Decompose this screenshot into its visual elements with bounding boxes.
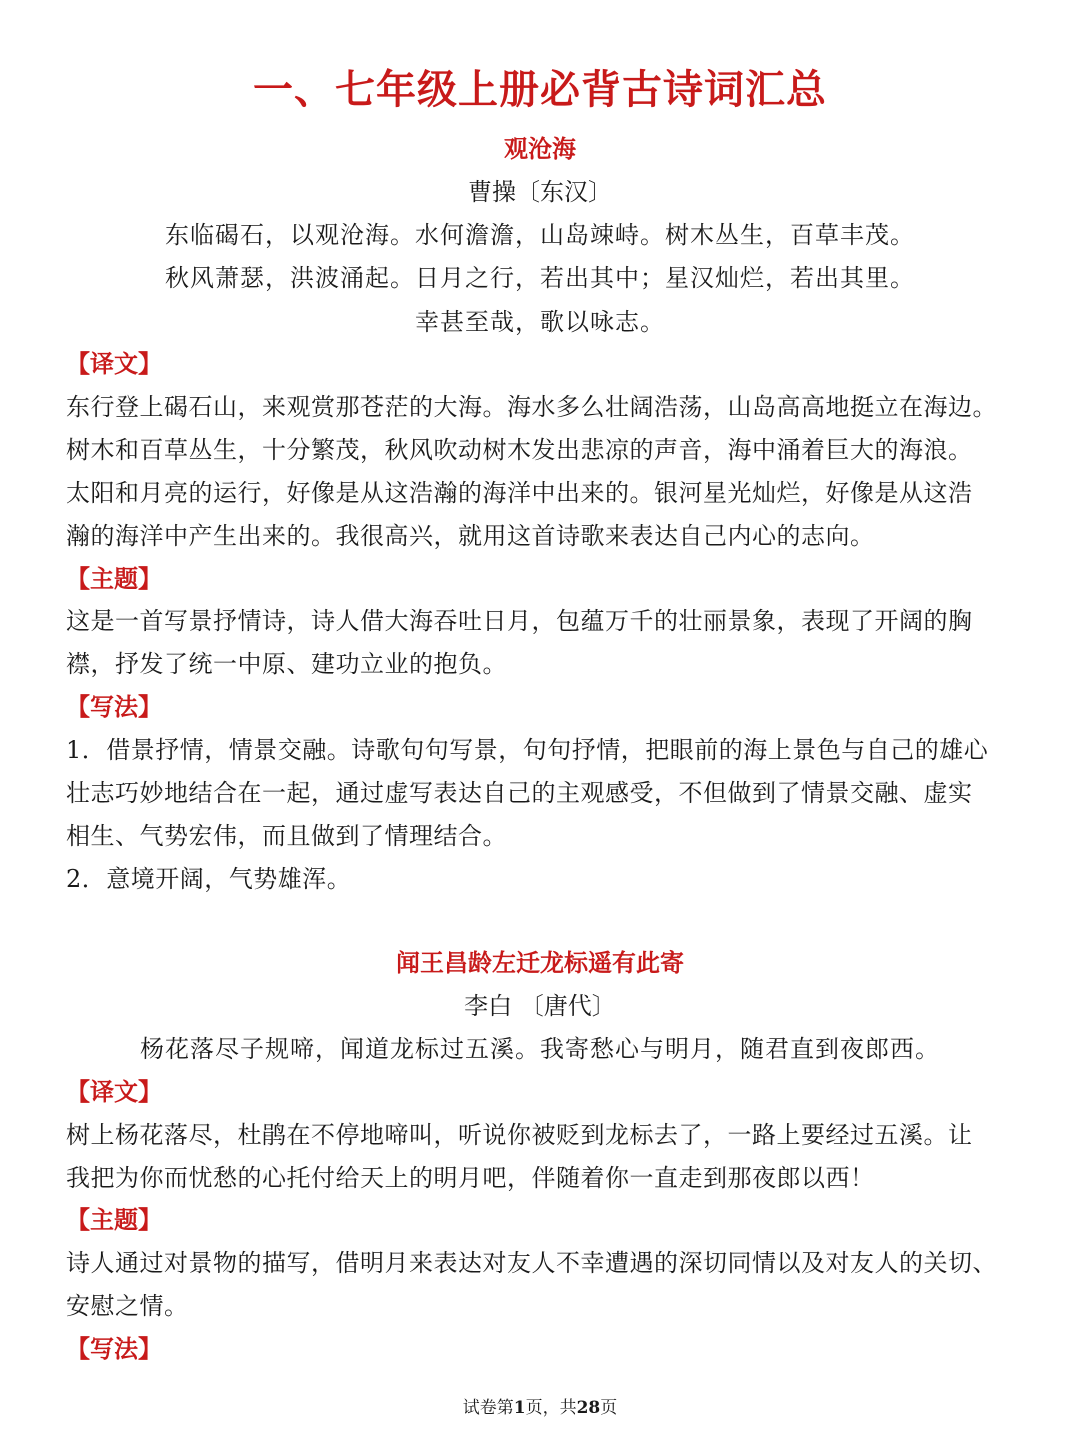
technique-line: 壮志巧妙地结合在一起，通过虚写表达自己的主观感受，不但做到了情景交融、虚实 (66, 779, 973, 807)
page-title: 一、七年级上册必背古诗词汇总 (253, 66, 827, 113)
poem-line: 杨花落尽子规啼，闻道龙标过五溪。我寄愁心与明月，随君直到夜郎西。 (140, 1035, 940, 1063)
translation-line: 太阳和月亮的运行，好像是从这浩瀚的海洋中出来的。银河星光灿烂，好像是从这浩 (66, 479, 973, 507)
translation-line: 树木和百草丛生，十分繁茂，秋风吹动树木发出悲凉的声音，海中涌着巨大的海浪。 (66, 436, 973, 464)
poem-author: 李白 〔唐代〕 (464, 992, 616, 1020)
translation-line: 瀚的海洋中产生出来的。我很高兴，就用这首诗歌来表达自己内心的志向。 (66, 522, 875, 550)
page-footer (0, 1396, 1080, 1420)
technique-label: 【写法】 (66, 1334, 162, 1363)
poem-title: 观沧海 (504, 134, 576, 163)
technique-line: 2．意境开阔，气势雄浑。 (66, 865, 352, 893)
footer-middle: 页，共 (525, 1398, 577, 1418)
translation-line: 我把为你而忧愁的心托付给天上的明月吧，伴随着你一直走到那夜郎以西！ (66, 1164, 875, 1192)
poem-author: 曹操〔东汉〕 (468, 178, 612, 206)
footer-prefix: 试卷第 (462, 1398, 514, 1418)
technique-line: 相生、气势宏伟，而且做到了情理结合。 (66, 822, 507, 850)
poem-title: 闻王昌龄左迁龙标遥有此寄 (396, 948, 684, 977)
theme-line: 这是一首写景抒情诗，诗人借大海吞吐日月，包蕴万千的壮丽景象，表现了开阔的胸 (66, 607, 973, 635)
translation-label: 【译文】 (66, 349, 162, 378)
footer-page-number: 1 (513, 1398, 526, 1418)
poem-line: 幸甚至哉，歌以咏志。 (415, 308, 665, 336)
footer-suffix: 页 (600, 1398, 618, 1418)
theme-line: 襟，抒发了统一中原、建功立业的抱负。 (66, 650, 507, 678)
translation-line: 树上杨花落尽，杜鹃在不停地啼叫，听说你被贬到龙标去了，一路上要经过五溪。让 (66, 1121, 973, 1149)
translation-line: 东行登上碣石山，来观赏那苍茫的大海。海水多么壮阔浩荡，山岛高高地挺立在海边。 (66, 393, 997, 421)
footer-total-pages: 28 (576, 1398, 601, 1418)
theme-line: 安慰之情。 (66, 1292, 189, 1320)
translation-label: 【译文】 (66, 1077, 162, 1106)
poem-line: 秋风萧瑟，洪波涌起。日月之行，若出其中；星汉灿烂，若出其里。 (165, 264, 915, 292)
theme-line: 诗人通过对景物的描写，借明月来表达对友人不幸遭遇的深切同情以及对友人的关切、 (66, 1249, 997, 1277)
technique-label: 【写法】 (66, 692, 162, 721)
theme-label: 【主题】 (66, 1205, 162, 1234)
poem-line: 东临碣石，以观沧海。水何澹澹，山岛竦峙。树木丛生，百草丰茂。 (165, 221, 915, 249)
technique-line: 1．借景抒情，情景交融。诗歌句句写景，句句抒情，把眼前的海上景色与自己的雄心 (66, 736, 989, 764)
theme-label: 【主题】 (66, 564, 162, 593)
